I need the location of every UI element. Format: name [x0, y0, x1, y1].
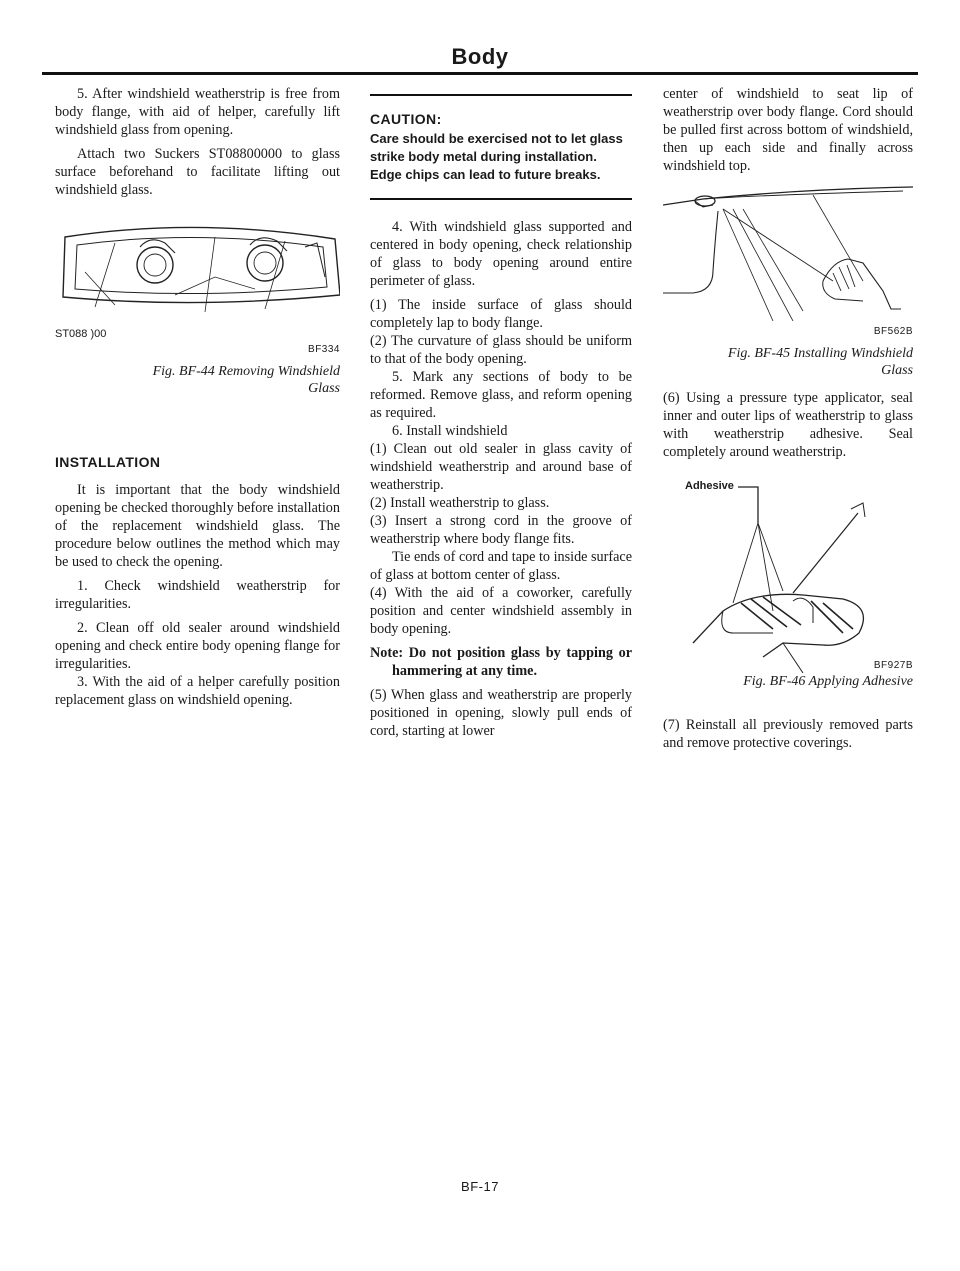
fig44-caption: Fig. BF-44 Removing Windshield Glass — [152, 364, 340, 396]
installation-step-6-7: (7) Reinstall all previously removed parts and remove protective coverings. — [663, 717, 913, 751]
installation-step-5: 5. Mark any sections of body to be reformed. Remove glass, and reform opening as required. — [370, 369, 632, 421]
column-left — [55, 85, 340, 715]
fig46-code: BF927B — [873, 660, 913, 671]
installation-step-6-5-continued: center of windshield to seat lip of weatherstrip over body flange. Cord should be pulled first across bottom of windshield, then up each side and finally across windshield top. — [663, 86, 913, 174]
figure-bf-44 — [55, 217, 340, 397]
fig46-caption: Fig. BF-46 Applying Adhesive — [743, 674, 913, 689]
note-text: Note: Do not position glass by tapping or hammering at any time. — [370, 645, 632, 679]
removal-step-5: 5. After windshield weatherstrip is free from body flange, with aid of helper, carefully lift windshield glass from opening. — [55, 86, 340, 138]
installation-intro: It is important that the body windshield opening be checked thoroughly before installation of the replacement windshield glass. The procedure below outlines the method which may be used to check the opening. — [55, 482, 340, 570]
figure-bf-46 — [663, 477, 913, 677]
installation-step-2: 2. Clean off old sealer around windshield opening and check entire body opening flange for irregularities. — [55, 620, 340, 672]
installation-step-6-4: (4) With the aid of a coworker, carefully position and center windshield assembly in body opening. — [370, 585, 632, 637]
installation-step-6-6: (6) Using a pressure type applicator, seal inner and outer lips of weatherstrip to glass with weatherstrip adhesive. Seal completely around weatherstrip. — [663, 390, 913, 460]
installation-step-4-2: (2) The curvature of glass should be uniform to that of the body opening. — [370, 333, 632, 367]
removing-windshield-illustration — [55, 217, 340, 317]
fig44-code: BF334 — [308, 344, 340, 355]
installation-heading: INSTALLATION — [55, 454, 161, 470]
installation-step-6-2: (2) Install weatherstrip to glass. — [370, 495, 550, 511]
installation-step-6-5: (5) When glass and weatherstrip are properly positioned in opening, slowly pull ends of cord, starting at lower — [370, 687, 632, 739]
fig45-code: BF562B — [873, 326, 913, 337]
fig45-caption: Fig. BF-45 Installing Windshield Glass — [727, 346, 913, 378]
header-rule — [42, 72, 918, 75]
figure-bf-45 — [663, 181, 913, 379]
installation-step-6-3: (3) Insert a strong cord in the groove of weatherstrip where body flange fits. — [370, 513, 632, 547]
installation-step-4-1: (1) The inside surface of glass should completely lap to body flange. — [370, 297, 632, 331]
page-header-title: Body — [451, 44, 509, 69]
installation-step-6-1: (1) Clean out old sealer in glass cavity of windshield weatherstrip and around base of weatherstrip. — [370, 441, 632, 493]
caution-title: CAUTION: — [370, 111, 442, 127]
fig46-adhesive-label: Adhesive — [685, 480, 734, 492]
caution-text: Care should be exercised not to let glass strike body metal during installation. Edge chips can lead to future breaks. — [370, 131, 623, 182]
page-number: BF-17 — [461, 1179, 499, 1194]
column-middle — [370, 85, 632, 746]
removal-step-5-detail: Attach two Suckers ST08800000 to glass surface beforehand to facilitate lifting out windshield glass. — [55, 146, 340, 198]
column-right — [663, 85, 913, 758]
applying-adhesive-illustration — [663, 483, 913, 673]
fig44-part-label: ST088 )00 — [55, 328, 107, 340]
installation-step-6: 6. Install windshield — [392, 423, 508, 439]
installation-step-4: 4. With windshield glass supported and centered in body opening, check relationship of glass to body opening around entire perimeter of glass. — [370, 219, 632, 289]
caution-box — [370, 94, 632, 200]
installation-step-6-3-detail: Tie ends of cord and tape to inside surface of glass at bottom center of glass. — [370, 549, 632, 583]
installation-step-1: 1. Check windshield weatherstrip for irregularities. — [55, 578, 340, 612]
installing-windshield-illustration — [663, 181, 913, 321]
installation-step-3: 3. With the aid of a helper carefully position replacement glass on windshield opening. — [55, 674, 340, 708]
